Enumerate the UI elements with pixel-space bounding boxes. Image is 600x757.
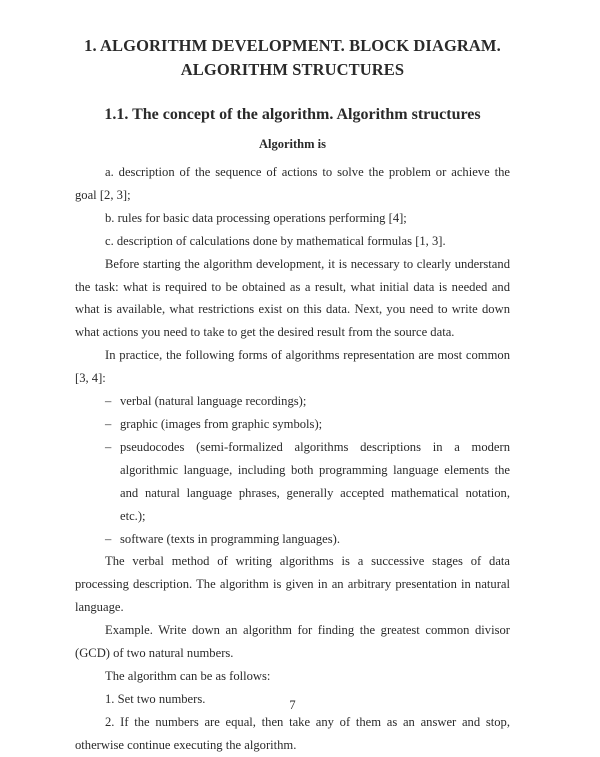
dash-marker: –: [105, 439, 112, 454]
list-item-graphic: [75, 413, 510, 436]
section-title: 1.1. The concept of the algorithm. Algorithm structures: [104, 106, 481, 123]
list-item-text: pseudocodes (semi-formalized algorithms descriptions in a modern algorithmic language, including both programming language elements the and natural language phrases, generally accepted mathematical notation, etc.);: [120, 439, 510, 523]
paragraph-algorithm-can-be: The algorithm can be as follows:: [105, 668, 271, 683]
dash-marker: –: [105, 531, 112, 546]
algorithm-step-1: 1. Set two numbers.: [105, 691, 206, 706]
list-item-text: verbal (natural language recordings);: [120, 394, 307, 409]
definition-item-a: a. description of the sequence of actions to solve the problem or achieve the goal [2, 3];: [75, 165, 510, 202]
body-text: [75, 161, 510, 757]
list-item-software: [75, 528, 510, 551]
paragraph-verbal-method: The verbal method of writing algorithms is a successive stages of data processing description. The algorithm is given in an arbitrary presentation in natural language.: [75, 554, 510, 615]
list-item-text: graphic (images from graphic symbols);: [120, 416, 323, 431]
dash-marker: –: [105, 394, 112, 409]
list-item-pseudocodes: [75, 436, 510, 528]
definition-item-b: b. rules for basic data processing operations performing [4];: [105, 210, 407, 225]
algorithm-step-2: 2. If the numbers are equal, then take any of them as an answer and stop, otherwise continue executing the algorithm.: [75, 714, 510, 752]
list-item-text: software (texts in programming languages).: [120, 531, 340, 546]
chapter-title: [75, 34, 510, 82]
definition-item-c: c. description of calculations done by mathematical formulas [1, 3].: [105, 233, 446, 248]
page-number: 7: [289, 698, 296, 712]
chapter-title-line-2: ALGORITHM STRUCTURES: [180, 60, 405, 79]
list-item-verbal: [75, 390, 510, 413]
chapter-title-line-1: 1. ALGORITHM DEVELOPMENT. BLOCK DIAGRAM.: [84, 36, 501, 55]
definition-heading: Algorithm is: [258, 137, 326, 151]
paragraph-example: Example. Write down an algorithm for finding the greatest common divisor (GCD) of two natural numbers.: [75, 623, 510, 661]
paragraph-in-practice: In practice, the following forms of algorithms representation are most common [3, 4]:: [75, 348, 510, 386]
paragraph-before-starting: Before starting the algorithm development, it is necessary to clearly understand the task: what is required to be obtained as a result, what initial data is needed and what is available, what restrictions exist on this data. Next, you need to write down what actions you need to take to get the desired result from the source data.: [75, 256, 510, 340]
dash-marker: –: [105, 416, 112, 431]
